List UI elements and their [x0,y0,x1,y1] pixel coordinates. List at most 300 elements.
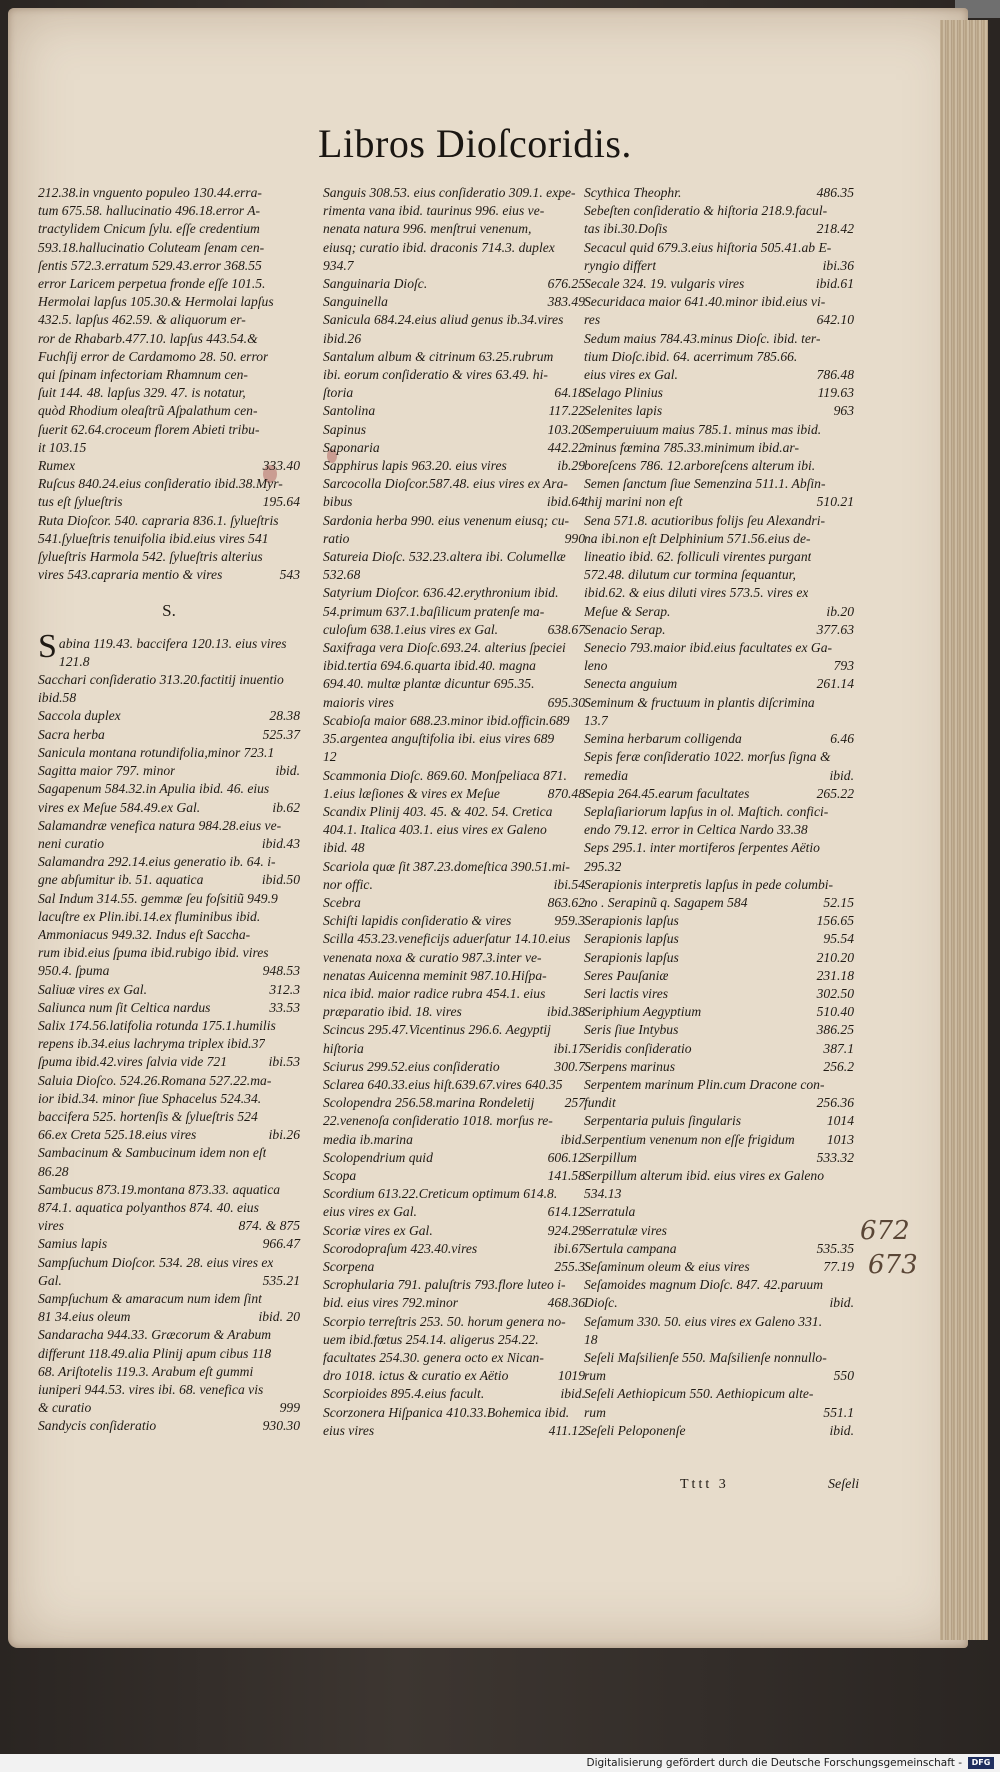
index-entry [323,1313,585,1331]
entry-text: Serapionis lapſus [584,949,679,965]
index-entry [584,639,854,657]
entry-text: 572.48. dilutum cur tormina ſequantur, [584,567,796,583]
entry-reference: 387.1 [823,1040,854,1056]
index-entry [323,657,585,675]
entry-reference: 103.20 [547,421,585,437]
entry-text: Scilla 453.23.veneficijs aduerſatur 14.10.eius [323,931,571,947]
index-entry [38,1235,300,1253]
index-entry [323,184,585,202]
entry-text: Saluia Dioſco. 524.26.Romana 527.22.ma- [38,1072,272,1088]
entry-reference: ib.29 [557,458,585,474]
index-entry [584,220,854,238]
index-entry [38,981,300,999]
index-entry [38,184,300,202]
entry-reference: ibid.43 [261,835,300,851]
index-entry [38,926,300,944]
entry-text: eius vires ex Gal. [584,367,678,383]
entry-reference: ibid. [829,767,854,783]
entry-text: Sapphirus lapis 963.20. eius vires [323,458,507,474]
index-entry [584,821,854,839]
entry-text: Scincus 295.47.Vicentinus 296.6. Aegyptij [323,1022,551,1038]
index-entry [323,384,585,402]
entry-text: maioris vires [323,694,394,710]
index-entry [584,184,854,202]
index-entry [584,657,854,675]
footer-text: Digitalisierung gefördert durch die Deutsche Forschungsgemeinschaft - [586,1757,962,1769]
entry-reference: 606.12 [547,1149,585,1165]
entry-text: lacuſtre ex Plin.ibi.14.ex fluminibus ibid. [38,908,261,924]
entry-text: nica ibid. maior radice rubra 454.1. eius [323,985,546,1001]
entry-text: remedia [584,767,629,783]
index-entry [584,985,854,1003]
index-entry [584,566,854,584]
entry-text: rum [584,1368,606,1384]
entry-text: Senecio 793.maior ibid.eius facultates ex Ga- [584,640,833,656]
index-entry [584,402,854,420]
entry-text: endo 79.12. error in Celtica Nardo 33.38 [584,822,808,838]
index-entry [38,439,300,457]
entry-text: Meſue & Serap. [584,603,671,619]
entry-text: tas ibi.30.Doſis [584,221,668,237]
index-entry [584,603,854,621]
entry-reference: 52.15 [823,894,854,910]
index-entry [38,890,300,908]
entry-text: Schiſti lapidis conſideratio & vires [323,913,512,929]
page-header: Libros Dioſcoridis. [318,121,632,166]
entry-text: Sclarea 640.33.eius hiſt.639.67.vires 640.35 [323,1076,563,1092]
index-entry [38,744,300,762]
entry-text: Scythica Theophr. [584,185,682,200]
index-entry [38,707,300,725]
index-entry [323,1112,585,1130]
entry-text: 532.68 [323,567,361,583]
entry-text: Sepis feræ conſideratio 1022. morſus ſigna & [584,749,831,765]
index-entry [323,1003,585,1021]
entry-text: ſentis 572.3.erratum 529.43.error 368.55 [38,257,262,273]
index-entry [584,1422,854,1440]
entry-reference: ib.20 [826,603,854,619]
index-entry [584,839,854,857]
entry-text: thij marini non eſt [584,494,683,510]
index-entry [323,949,585,967]
index-entry [584,257,854,275]
entry-text: Seſeli Maſsilienſe 550. Maſsilienſe nonnullo- [584,1350,827,1365]
entry-text: Serpentium venenum non eſſe frigidum [584,1131,795,1147]
entry-text: Saliuæ vires ex Gal. [38,981,147,997]
entry-text: 541.ſylueſtris tenuifolia ibid.eius vires 541 [38,530,269,546]
entry-reference: 312.3 [269,981,300,997]
entry-text: tum 675.58. hallucinatio 496.18.error A- [38,203,261,219]
entry-text: quòd Rhodium oleaſtrũ Aſpalathum cen- [38,403,258,419]
entry-text: vires ex Meſue 584.49.ex Gal. [38,799,201,815]
index-entry [323,894,585,912]
entry-text: Saponaria [323,439,380,455]
index-entry [584,675,854,693]
entry-reference: 256.2 [823,1058,854,1074]
entry-reference: ibi.26 [268,1127,300,1143]
index-entry [323,1021,585,1039]
index-entry [584,384,854,402]
entry-text: Sambacinum & Sambucinum idem non eſt [38,1145,267,1161]
entry-text: Seriphium Aegyptium [584,1004,702,1020]
index-entry [584,421,854,439]
index-entry [38,853,300,871]
index-entry [584,1367,854,1385]
entry-text: nor offic. [323,876,373,892]
entry-text: Semina herbarum colligenda [584,731,742,747]
entry-reference: ibi.36 [822,257,854,273]
entry-reference: ibi.53 [268,1054,300,1070]
entry-text: Seris ſiue Intybus [584,1022,679,1038]
entry-text: Serpentaria puluis ſingularis [584,1113,742,1129]
entry-text: eius vires ex Gal. [323,1204,417,1220]
index-entry [38,1035,300,1053]
entry-text: baccifera 525. hortenſis & ſylueſtris 524 [38,1108,258,1124]
entry-text: Semen ſanctum ſiue Semenzina 511.1. Abſin- [584,476,826,492]
entry-reference: 231.18 [816,967,854,983]
index-entry [584,803,854,821]
index-entry [584,767,854,785]
index-entry [584,493,854,511]
entry-reference: 377.63 [816,621,854,637]
index-entry [38,348,300,366]
entry-text: Salamandra 292.14.eius generatio ib. 64. i- [38,854,276,870]
entry-text: Serratula [584,1204,636,1220]
index-entry [323,1185,585,1203]
index-entry [38,1108,300,1126]
entry-reference: 255.3 [554,1258,585,1274]
index-entry [38,1017,300,1035]
entry-text: Seſeli Peloponenſe [584,1422,686,1438]
index-entry [38,817,300,835]
index-entry [38,944,300,962]
entry-text: 13.7 [584,712,608,728]
entry-text: Seridis conſideratio [584,1040,692,1056]
entry-reference: 119.63 [817,385,854,401]
entry-text: Saxifraga vera Dioſc.693.24. alterius ſpeciei [323,640,566,656]
index-entry [38,671,300,689]
index-entry [38,257,300,275]
entry-reference: 257 [564,1095,585,1111]
entry-text: ior ibid.34. minor ſiue Sphacelus 524.34. [38,1090,262,1106]
entry-reference: ibi.67 [553,1240,585,1256]
index-entry [323,1422,585,1440]
entry-reference: 535.21 [262,1272,300,1288]
index-entry [323,694,585,712]
entry-text: tium Dioſc.ibid. 64. acerrimum 785.66. [584,348,798,364]
index-entry [584,1131,854,1149]
entry-text: Seps 295.1. inter mortiferos ſerpentes Aëtio [584,840,820,856]
index-entry [584,1058,854,1076]
entry-reference: 863.62 [547,894,585,910]
index-entry [323,1203,585,1221]
entry-text: Serpillum alterum ibid. eius vires ex Galeno [584,1167,824,1183]
index-entry [323,1404,585,1422]
index-entry [323,1349,585,1367]
entry-reference: 95.54 [823,931,854,947]
index-entry [584,1404,854,1422]
entry-reference: 64.18 [554,385,585,401]
entry-text: hiſtoria [323,1040,364,1056]
entry-reference: 793 [833,658,854,674]
entry-reference: 959.3 [554,913,585,929]
index-entry [38,421,300,439]
entry-text: Sena 571.8. acutioribus folijs ſeu Alexandri- [584,512,826,528]
entry-reference: 535.35 [816,1240,854,1256]
index-entry [323,912,585,930]
index-entry [38,726,300,744]
entry-text: repens ib.34.eius lachryma triplex ibid.37 [38,1036,266,1052]
index-entry [584,712,854,730]
entry-text: Salix 174.56.latifolia rotunda 175.1.humilis [38,1017,276,1033]
index-entry [584,1276,854,1294]
entry-text: Seri lactis vires [584,985,669,1001]
index-entry [323,967,585,985]
entry-reference: 333.40 [262,458,300,474]
index-entry [38,384,300,402]
entry-text: neni curatio [38,835,105,851]
index-entry [584,512,854,530]
entry-text: ror de Rhabarb.477.10. lapſus 443.54.& [38,330,258,346]
entry-text: na ibi.non eſt Delphinium 571.56.eius de- [584,530,811,546]
entry-text: Scorpio terreſtris 253. 50. horum genera no- [323,1313,566,1329]
entry-text: dro 1018. ictus & curatio ex Aëtio [323,1368,509,1384]
index-entry [584,912,854,930]
entry-text: 1.eius læſiones & vires ex Meſue [323,785,500,801]
index-entry [323,675,585,693]
index-entry [38,1308,300,1326]
index-entry [38,1126,300,1144]
entry-reference: 468.36 [547,1295,585,1311]
entry-text: Serapionis lapſus [584,931,679,947]
index-entry [584,475,854,493]
entry-text: Sanguinella [323,294,388,310]
entry-reference: ibid. [275,763,300,779]
entry-reference: 1013 [826,1131,854,1147]
index-entry [323,821,585,839]
index-entry [584,584,854,602]
index-entry [584,694,854,712]
index-entry [323,785,585,803]
entry-text: leno [584,658,608,674]
index-entry [38,1290,300,1308]
entry-text: 35.argentea anguſtifolia ibi. eius vires 689 [323,731,555,747]
index-entry [38,762,300,780]
index-entry [584,1003,854,1021]
index-entry [584,530,854,548]
index-entry [323,1258,585,1276]
entry-text: Sedum maius 784.43.minus Dioſc. ibid. ter- [584,330,821,346]
index-entry [584,730,854,748]
entry-text: 694.40. multæ plantæ dicuntur 695.35. [323,676,535,692]
entry-text: & curatio [38,1400,92,1416]
index-entry [584,1149,854,1167]
entry-text: Seplaſiariorum lapſus in ol. Maſtich. confici- [584,803,829,819]
index-entry [323,293,585,311]
entry-reference: 117.22 [548,403,585,419]
entry-text: minus fœmina 785.33.minimum ibid.ar- [584,439,799,455]
index-entry [38,402,300,420]
entry-text: 68. Ariſtotelis 119.3. Arabum eſt gummi [38,1363,254,1379]
index-entry [38,293,300,311]
index-entry [584,330,854,348]
index-entry [323,275,585,293]
catchword: Seſeli [828,1477,860,1492]
section-heading: S. [162,601,176,621]
entry-text: Sardonia herba 990. eius venenum eiusq; cu- [323,512,570,528]
entry-text: 950.4. ſpuma [38,963,110,979]
entry-text: Santolina [323,403,376,419]
entry-reference: 156.65 [816,913,854,929]
index-entry [38,1144,300,1162]
index-entry [59,653,300,671]
entry-text: 18 [584,1331,598,1347]
index-entry [584,748,854,766]
entry-text: boreſcens 786. 12.arboreſcens alterum ibi. [584,458,816,474]
index-entry [38,1381,300,1399]
index-entry [323,1076,585,1094]
entry-text: 22.venenoſa conſideratio 1018. morſus re- [323,1113,553,1129]
entry-reference: ibid. 20 [258,1309,300,1325]
handwritten-note: 672 [860,1216,910,1246]
entry-text: Secacul quid 679.3.eius hiſtoria 505.41.ab E- [584,239,832,255]
entry-text: rimenta vana ibid. taurinus 996. eius ve- [323,203,545,219]
index-entry [38,1053,300,1071]
index-entry [38,689,300,707]
entry-reference: 543 [279,567,300,583]
entry-text: Sciurus 299.52.eius conſideratio [323,1058,500,1074]
index-entry [38,548,300,566]
entry-text: Ruta Dioſcor. 540. capraria 836.1. ſylueſtris [38,512,279,528]
entry-text: Scolopendrium quid [323,1149,433,1165]
entries-right [584,184,854,1440]
index-entry [323,803,585,821]
index-entry [584,1112,854,1130]
index-entry [323,548,585,566]
entry-reference: ibid.61 [815,276,854,292]
index-entry [584,548,854,566]
entry-reference: 33.53 [269,999,300,1015]
entry-text: Scorpena [323,1258,375,1274]
index-entry [584,858,854,876]
index-entry [584,202,854,220]
index-entry [323,1058,585,1076]
index-entry [38,530,300,548]
index-entry [584,785,854,803]
entry-text: differunt 118.49.alia Plinij apum cibus 118 [38,1345,272,1361]
entry-text: 66.ex Creta 525.18.eius vires [38,1127,197,1143]
entry-text: Sandaracha 944.33. Græcorum & Arabum [38,1327,272,1343]
index-entry [323,366,585,384]
entry-text: Sertula campana [584,1240,677,1256]
entry-text: uem ibid.fœtus 254.14. aligerus 254.22. [323,1331,539,1347]
index-entry [323,876,585,894]
index-entry [38,275,300,293]
entry-text: Seſamoides magnum Dioſc. 847. 42.paruum [584,1277,824,1293]
index-entry [584,1240,854,1258]
entry-text: Seres Pauſaniæ [584,967,669,983]
index-entry [584,457,854,475]
index-entry [323,639,585,657]
index-entry [323,730,585,748]
index-entry [38,1072,300,1090]
entry-reference: 28.38 [269,708,300,724]
entry-text: Sanguis 308.53. eius conſideratio 309.1. expe- [323,185,576,200]
entry-text: Sacra herba [38,726,105,742]
entry-reference: 442.22 [547,439,585,455]
index-entry [584,930,854,948]
entry-text: 86.28 [38,1163,69,1179]
entry-text: 432.5. lapſus 462.59. & aliquorum er- [38,312,246,328]
index-entry [584,1185,854,1203]
entry-text: ſpuma ibid.42.vires ſalvia vide 721 [38,1054,228,1070]
entry-text: Serpillum [584,1149,637,1165]
entry-text: Fuchſij error de Cardamomo 28. 50. error [38,348,269,364]
index-entry [59,635,300,653]
entry-text: 81 34.eius oleum [38,1309,131,1325]
entry-text: error Laricem perpetua fronde eſſe 101.5. [38,276,266,292]
entry-text: res [584,312,601,328]
entry-text: Santalum album & citrinum 63.25.rubrum [323,348,554,364]
entry-text: ibid.tertia 694.6.quarta ibid.40. magna [323,658,536,674]
index-entry [323,475,585,493]
entry-reference: 525.37 [262,726,300,742]
entry-text: venenata noxa & curatio 987.3.inter ve- [323,949,542,965]
index-entry [323,858,585,876]
entry-text: Dioſc. [584,1295,618,1311]
index-entry [323,220,585,238]
entry-text: gne abſumitur ib. 51. aquatica [38,872,204,888]
entry-text: Sagapenum 584.32.in Apulia ibid. 46. eius [38,781,270,797]
entries-s [38,627,300,1436]
entry-reference: 486.35 [816,185,854,200]
entry-reference: 676.25 [547,276,585,292]
entry-reference: 141.58 [547,1167,585,1183]
entry-text: no . Serapinũ q. Sagapem 584 [584,894,748,910]
entry-text: Salamandræ venefica natura 984.28.eius ve- [38,817,282,833]
index-entry [38,1326,300,1344]
index-entry [323,1331,585,1349]
entry-text: Ammoniacus 949.32. Indus eſt Saccha- [38,926,251,942]
index-entry [323,603,585,621]
index-entry [323,1367,585,1385]
index-entry [323,421,585,439]
index-entry [584,348,854,366]
entry-reference: ibid. [829,1295,854,1311]
entry-text: nenatas Auicenna meminit 987.10.Hiſpa- [323,967,547,983]
entry-text: tus eſt ſylueſtris [38,494,123,510]
entry-text: bid. eius vires 792.minor [323,1295,459,1311]
index-entry [38,493,300,511]
entry-text: media ib.marina [323,1131,413,1147]
index-entry [38,871,300,889]
index-entry [38,1254,300,1272]
index-entry [323,239,585,257]
entry-reference: 1019 [557,1368,585,1384]
index-entry [584,1094,854,1112]
page-edges [940,20,988,1640]
index-entry [323,1094,585,1112]
entry-text: 121.8 [58,653,90,669]
index-entry [323,566,585,584]
entry-text: Seſamum 330. 50. eius vires ex Galeno 331. [584,1313,823,1329]
index-entry [38,1345,300,1363]
entry-reference: 195.64 [262,494,300,510]
entry-reference: 411.12 [548,1422,585,1438]
index-entry [323,512,585,530]
entry-reference: ibid. [560,1386,585,1402]
index-entry [584,876,854,894]
